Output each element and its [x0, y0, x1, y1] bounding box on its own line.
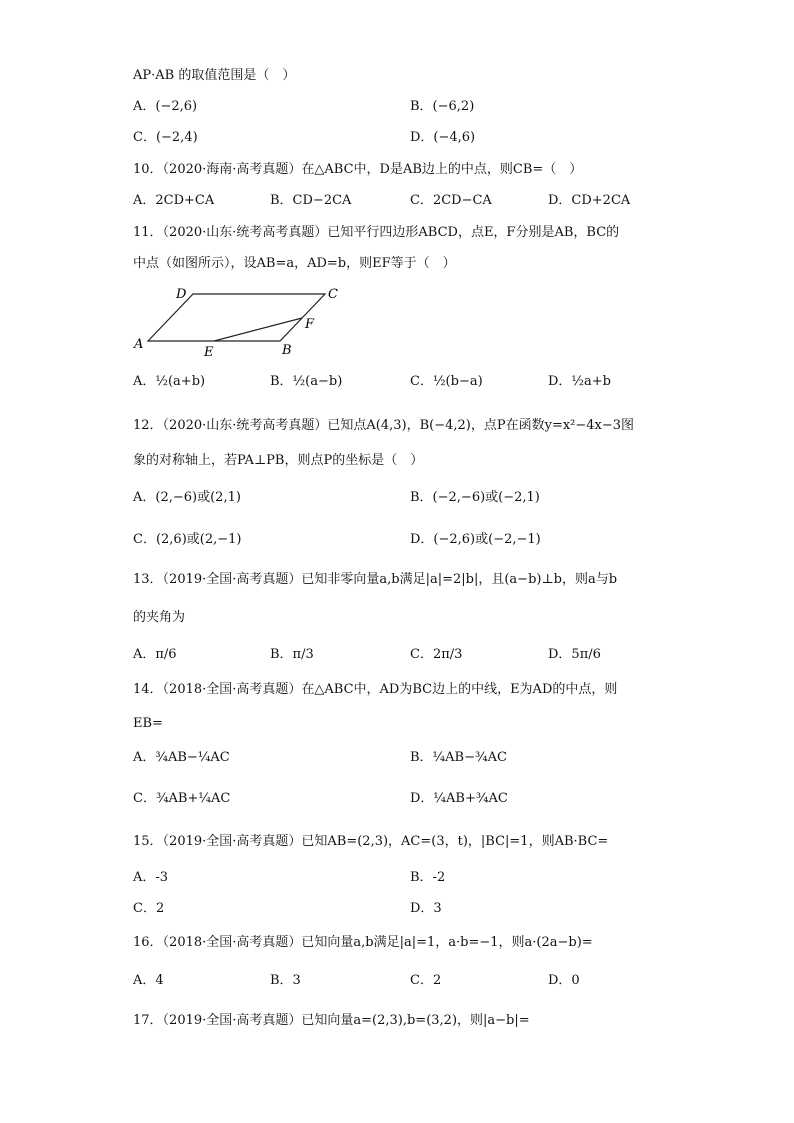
figure-label-c: C	[328, 287, 338, 302]
q16-option-c: C．2	[410, 973, 442, 988]
q15-option-b: B．-2	[410, 870, 446, 885]
q14-option-c: C．¾AB+¼AC	[133, 791, 231, 806]
q13-option-a: A．π/6	[133, 647, 177, 662]
figure-label-d: D	[176, 287, 187, 302]
figure-label-e: E	[204, 345, 214, 360]
q13-option-c: C．2π/3	[410, 647, 463, 662]
q16-option-b: B．3	[270, 973, 301, 988]
q12-stem-line2: 象的对称轴上，若PA⊥PB，则点P的坐标是（ ）	[133, 453, 424, 468]
figure-label-f: F	[305, 317, 315, 332]
q10-option-c: C．2CD−CA	[410, 193, 492, 208]
q13-stem-line2: 的夹角为	[133, 610, 186, 625]
q13-stem-line1: 13．（2019·全国·高考真题）已知非零向量a,b满足|a|=2|b|，且(a−b)⊥b，则a与b	[133, 572, 618, 587]
q12-stem-line1: 12．（2020·山东·统考高考真题）已知点A(4,3)，B(−4,2)，点P在函数y=x²−4x−3图	[133, 418, 635, 433]
q14-stem-line1: 14．（2018·全国·高考真题）在△ABC中，AD为BC边上的中线，E为AD的中点，则	[133, 682, 618, 697]
q13-option-b: B．π/3	[270, 647, 314, 662]
q11-stem-line2: 中点（如图所示），设AB=a，AD=b，则EF等于（ ）	[133, 256, 456, 271]
q16-option-a: A．4	[133, 973, 164, 988]
q10-option-a: A．2CD+CA	[133, 193, 215, 208]
q11-option-b: B．½(a−b)	[270, 374, 343, 389]
q15-option-c: C．2	[133, 901, 165, 916]
q13-option-d: D．5π/6	[548, 647, 601, 662]
q15-stem: 15．（2019·全国·高考真题）已知AB=(2,3)，AC=(3，t)，|BC|=1，则AB·BC=	[133, 834, 609, 849]
q12-option-b: B．(−2,−6)或(−2,1)	[410, 490, 540, 505]
q12-option-d: D．(−2,6)或(−2,−1)	[410, 532, 541, 547]
q14-stem-line2: EB=	[133, 716, 163, 731]
q14-option-b: B．¼AB−¾AC	[410, 750, 507, 765]
q16-stem: 16．（2018·全国·高考真题）已知向量a,b满足|a|=1，a·b=−1，则a·(2a−b)=	[133, 935, 593, 950]
q9-stem: AP·AB 的取值范围是（ ）	[133, 68, 296, 83]
figure-label-b: B	[282, 343, 292, 358]
q9-option-b: B．(−6,2)	[410, 99, 475, 114]
q9-option-c: C．(−2,4)	[133, 130, 198, 145]
q9-option-d: D．(−4,6)	[410, 130, 476, 145]
q15-option-d: D．3	[410, 901, 442, 916]
q17-stem: 17．（2019·全国·高考真题）已知向量a=(2,3),b=(3,2)，则|a−b|=	[133, 1013, 530, 1028]
q15-option-a: A．-3	[133, 870, 169, 885]
q10-option-b: B．CD−2CA	[270, 193, 352, 208]
q9-option-a: A．(−2,6)	[133, 99, 198, 114]
q14-option-a: A．¾AB−¼AC	[133, 750, 230, 765]
q10-stem: 10．（2020·海南·高考真题）在△ABC中，D是AB边上的中点，则CB=（ ）	[133, 162, 583, 177]
q12-option-c: C．(2,6)或(2,−1)	[133, 532, 242, 547]
parallelogram-figure	[130, 282, 350, 360]
figure-label-a: A	[134, 337, 144, 352]
q12-option-a: A．(2,−6)或(2,1)	[133, 490, 241, 505]
q11-option-d: D．½a+b	[548, 374, 611, 389]
q16-option-d: D．0	[548, 973, 580, 988]
q10-option-d: D．CD+2CA	[548, 193, 631, 208]
q11-option-c: C．½(b−a)	[410, 374, 483, 389]
q11-option-a: A．½(a+b)	[133, 374, 206, 389]
q14-option-d: D．¼AB+¾AC	[410, 791, 508, 806]
q11-stem-line1: 11．（2020·山东·统考高考真题）已知平行四边形ABCD，点E，F分别是AB，BC的	[133, 225, 620, 240]
